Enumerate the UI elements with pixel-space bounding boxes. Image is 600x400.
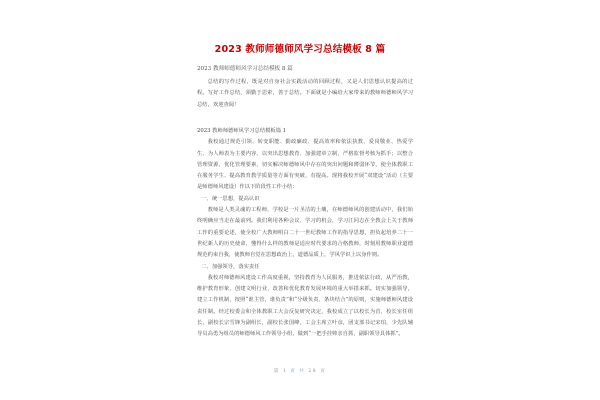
intro-block: [197, 77, 413, 111]
intro-paragraph: 总结的写作过程，既是对自身社会实践活动的回顾过程，又是人们思想认识提高的过程。写好工作总结，须勤于思索，善于总结。下面就是小编给大家带来的教师师德师风学习总结，欢迎查阅！: [197, 79, 413, 108]
body-block: [197, 126, 413, 341]
body-paragraph-2: 教师是人类灵魂的工程师，学校是一片圣洁的土壤，在师德师风的创建活动中，我们始终明确应当走在最前列。我们利用各种会议、学习的机会，学习江同志在全教会上关于教师工作的重要论述，使全校广大教师明白二十一世纪教师工作的指导思想，担负起培养二十一世纪新人的历史使命，懂得什么样的教师是适应时代要求的合格教师，时刻用教师职业道德规范约束自我，使教师自觉在思想政治上，道德品质上，学风学识上以身作则。: [197, 207, 413, 259]
page-footer: 第 1 页 共 28 页: [273, 369, 327, 374]
body-paragraph-3: 我校对师德师风建设工作高度重视，坚持教育为人民服务，推进依法行政，从严治教，维护教育形象，创建文明行业，改善和优化教育发展环境的重大举措来抓。切实加强领导，建立工作机制，按照“谁主管，谁负责”和“分级负责、条块结合”的原则，实施师德师风建设责任制。经过校委会和全体教职工大会反复研究决定，我校成立了以校长为首，校长室任组长，副校长宗雪锋为副组长，副校长张国峰，工会主席立叶彦，团支部书记宋珀，少先队辅导员高勇为组员的师德师风工作领导小组，做到“一把手挂帅亲自抓，副职领导具体抓”。: [197, 274, 413, 338]
body-paragraph-1: 我校通过规范引领、转变职能、勤政廉政、提高效率和依法执教、爱岗敬业、热爱学生、为人师表为主要内容，以突出思想教育、加强建章立制，严格监督考核为抓手；以整合管理资源，优化管理要素，切实解决师德师风中存在的突出问题和薄弱环节，使全体教职工在服务学生、提高教育教学质量等方面有突破、有提高。现将我校开展“双建设”活动（主要是师德师风建设）作以下阶段性工作小结：: [197, 139, 413, 191]
point-heading-2: 二、加强领导，落实责任: [201, 263, 260, 270]
section-title: 2023 教师师德师风学习总结模板篇 1: [197, 128, 287, 134]
document-title: 2023 教师师德师风学习总结模板 8 篇: [214, 44, 386, 55]
point-heading-1: 一、统一思想，提高认识: [201, 195, 260, 202]
document-subheading: 2023 教师师德师风学习总结模板 8 篇: [197, 66, 293, 72]
